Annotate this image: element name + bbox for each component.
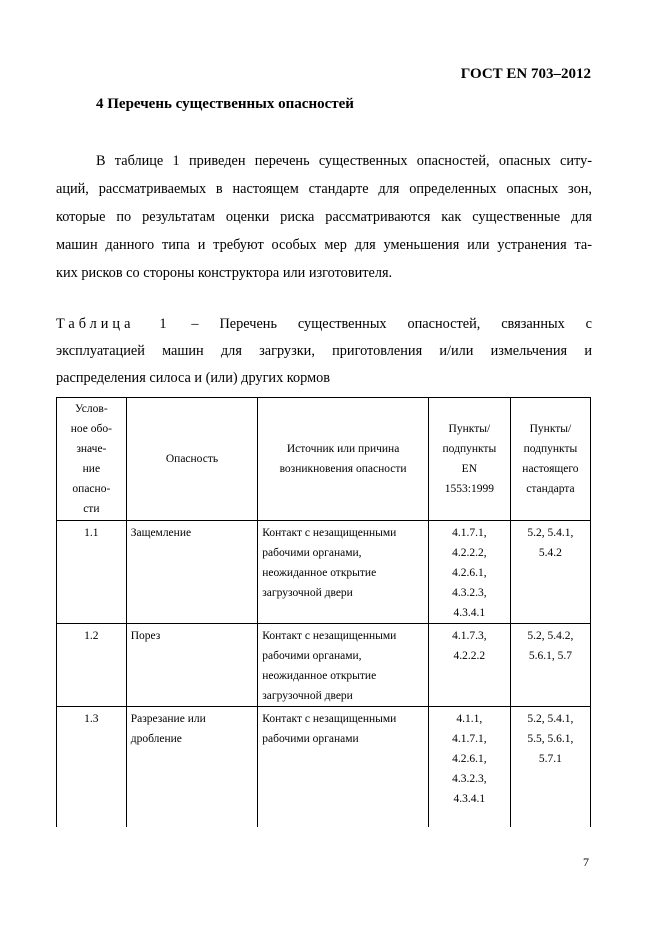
cell-line: ное обо- [70, 423, 112, 435]
cell-en-clauses [428, 707, 510, 828]
cell-line: 4.2.6.1, [452, 753, 487, 765]
caption-text: – Перечень существенных опасностей, связанных с [191, 316, 592, 332]
cell-line: 4.1.7.1, [452, 733, 487, 745]
cell-line: Порез [130, 630, 161, 642]
cell-line: ние [82, 463, 101, 475]
cell-source [258, 624, 429, 707]
cell-line: Источник или причина [286, 443, 400, 455]
cell-line: загрузочной двери [262, 690, 353, 702]
header-en-clauses [428, 398, 510, 521]
header-hazard: Опасность [126, 398, 258, 521]
cell-line: 1553:1999 [444, 483, 494, 495]
paragraph-line: В таблице 1 приведен перечень существенных опасностей, опасных ситу- [96, 153, 592, 169]
cell-line: сти [83, 503, 100, 515]
header-std-clauses [510, 398, 590, 521]
cell-line: возникновения опасности [279, 463, 407, 475]
paragraph-line: аций, рассматриваемых в настоящем стандарте для определенных опасных зон, [56, 181, 592, 197]
cell-line: EN [461, 463, 478, 475]
cell-line: Контакт с незащищенными [262, 713, 397, 725]
cell-line: загрузочной двери [262, 587, 353, 599]
cell-code: 1.2 [57, 624, 127, 707]
cell-line: Разрезание или [130, 713, 206, 725]
cell-code: 1.3 [57, 707, 127, 828]
cell-std-clauses [510, 624, 590, 707]
cell-line: 4.3.4.1 [453, 793, 486, 805]
table-header-row [57, 398, 591, 521]
table-row [57, 624, 591, 707]
cell-en-clauses [428, 624, 510, 707]
header-code [57, 398, 127, 521]
section-title: 4 Перечень существенных опасностей [96, 96, 354, 112]
cell-line: рабочими органами, [262, 650, 362, 662]
cell-line: опасно- [72, 483, 111, 495]
cell-line: Пункты/ [529, 423, 572, 435]
cell-line: 4.3.2.3, [452, 587, 487, 599]
intro-paragraph [56, 147, 592, 287]
cell-code: 1.1 [57, 521, 127, 624]
cell-line: 4.1.7.1, [452, 527, 487, 539]
paragraph-line: которые по результатам оценки риска рассматриваются как существенные для [56, 209, 592, 225]
cell-line: Услов- [75, 403, 108, 415]
cell-line: 5.2, 5.4.2, [527, 630, 574, 642]
table-caption [56, 311, 592, 392]
cell-line: стандарта [526, 483, 575, 495]
cell-line: 4.2.2.2, [452, 547, 487, 559]
paragraph-line: машин данного типа и требуют особых мер для уменьшения или устранения та- [56, 237, 592, 253]
cell-line: 5.6.1, 5.7 [528, 650, 572, 662]
cell-line: 5.5, 5.6.1, [527, 733, 574, 745]
caption-label: Таблица 1 [56, 316, 171, 332]
cell-line: Пункты/ [448, 423, 491, 435]
hazards-table [56, 397, 591, 827]
cell-line: 4.1.1, [456, 713, 483, 725]
cell-line: подпункты [523, 443, 578, 455]
cell-line: 4.1.7.3, [452, 630, 487, 642]
cell-std-clauses [510, 707, 590, 828]
cell-line: значе- [76, 443, 107, 455]
cell-line: Защемление [130, 527, 192, 539]
cell-line: Контакт с незащищенными [262, 630, 397, 642]
table-row [57, 521, 591, 624]
cell-line: настоящего [522, 463, 579, 475]
cell-hazard [126, 624, 258, 707]
cell-source [258, 707, 429, 828]
cell-line: рабочими органами, [262, 547, 362, 559]
cell-line: 4.2.6.1, [452, 567, 487, 579]
cell-source [258, 521, 429, 624]
cell-line: Контакт с незащищенными [262, 527, 397, 539]
page-number: 7 [583, 855, 589, 869]
cell-line: дробление [130, 733, 182, 745]
cell-hazard [126, 521, 258, 624]
paragraph-line: ких рисков со стороны конструктора или изготовителя. [56, 265, 393, 281]
cell-line: 4.2.2.2 [453, 650, 486, 662]
cell-line: 4.3.2.3, [452, 773, 487, 785]
cell-std-clauses [510, 521, 590, 624]
caption-line: распределения силоса и (или) других кормов [56, 370, 331, 386]
caption-line: эксплуатацией машин для загрузки, приготовления и/или измельчения и [56, 343, 592, 359]
cell-line: рабочими органами [262, 733, 359, 745]
cell-line: 5.2, 5.4.1, [527, 527, 574, 539]
cell-en-clauses [428, 521, 510, 624]
cell-line: 4.3.4.1 [453, 607, 486, 619]
cell-line: неожиданное открытие [262, 670, 377, 682]
cell-line: 5.7.1 [538, 753, 562, 765]
table-row [57, 707, 591, 828]
cell-line: 5.2, 5.4.1, [527, 713, 574, 725]
cell-line: 5.4.2 [538, 547, 562, 559]
cell-hazard [126, 707, 258, 828]
cell-line: неожиданное открытие [262, 567, 377, 579]
caption-line [56, 311, 592, 338]
document-header: ГОСТ EN 703–2012 [460, 66, 591, 82]
cell-line: подпункты [442, 443, 497, 455]
header-source [258, 398, 429, 521]
